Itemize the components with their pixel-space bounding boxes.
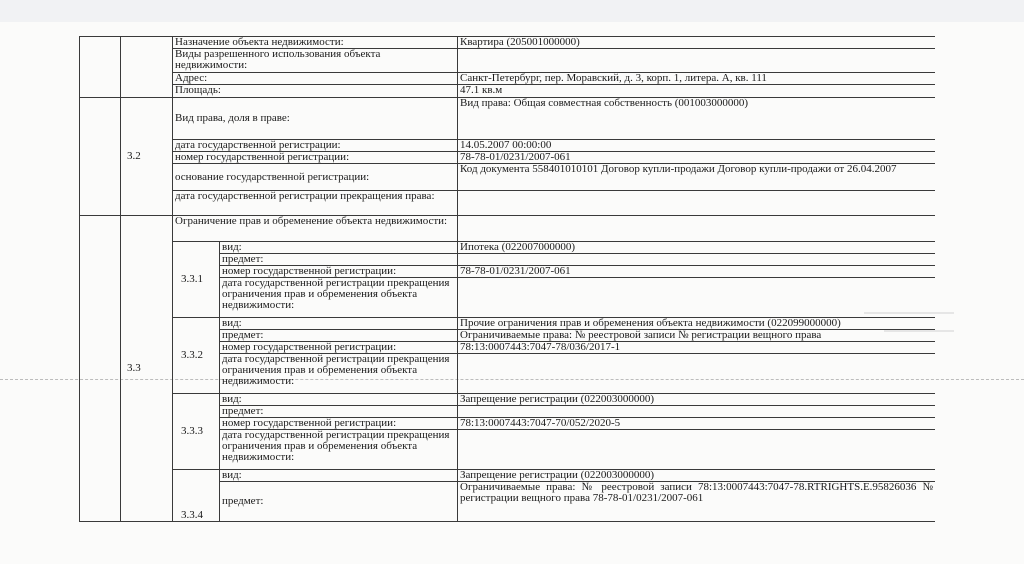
- table-row: [80, 140, 936, 152]
- field-label: номер государственной регистрации:: [173, 152, 458, 164]
- table-row: [80, 49, 936, 73]
- field-value: [458, 49, 936, 73]
- section-header: Ограничение прав и обременение объекта недвижимости:: [173, 216, 458, 242]
- extract-document: [79, 36, 935, 564]
- field-label: вид:: [220, 318, 458, 330]
- field-value: [458, 406, 936, 418]
- field-label: вид:: [220, 394, 458, 406]
- table-row: [80, 98, 936, 140]
- property-record-table: [79, 36, 935, 522]
- table-row: [80, 73, 936, 85]
- section-number: 3.3: [121, 216, 173, 522]
- table-row: [80, 394, 936, 406]
- table-row: [80, 37, 936, 49]
- field-value: Квартира (205001000000): [458, 37, 936, 49]
- field-value: Запрещение регистрации (022003000000): [458, 470, 936, 482]
- field-label: дата государственной регистрации прекращения ограничения прав и обременения объекта недвижимости:: [220, 430, 458, 470]
- field-label: предмет:: [220, 330, 458, 342]
- field-value: [458, 216, 936, 242]
- number-cell: [121, 37, 173, 98]
- field-value: [458, 278, 936, 318]
- field-value: 78:13:0007443:7047-78/036/2017-1: [458, 342, 936, 354]
- field-value: Вид права: Общая совместная собственность (001003000000): [458, 98, 936, 140]
- field-label: дата государственной регистрации прекращения ограничения прав и обременения объекта недвижимости:: [220, 354, 458, 394]
- table-row: [80, 470, 936, 482]
- field-label: Адрес:: [173, 73, 458, 85]
- field-value: [458, 191, 936, 216]
- field-value: Запрещение регистрации (022003000000): [458, 394, 936, 406]
- field-label: Вид права, доля в праве:: [173, 98, 458, 140]
- field-label: Назначение объекта недвижимости:: [173, 37, 458, 49]
- table-row: [80, 191, 936, 216]
- field-label: предмет:: [220, 406, 458, 418]
- field-label: Площадь:: [173, 85, 458, 98]
- field-value: [458, 354, 936, 394]
- page-top-margin: [0, 0, 1024, 22]
- table-row: [80, 85, 936, 98]
- field-value: Код документа 558401010101 Договор купли-продажи Договор купли-продажи от 26.04.2007: [458, 164, 936, 191]
- table-row: [80, 242, 936, 254]
- field-value: 14.05.2007 00:00:00: [458, 140, 936, 152]
- field-label: номер государственной регистрации:: [220, 342, 458, 354]
- field-label: номер государственной регистрации:: [220, 418, 458, 430]
- table-row: [80, 152, 936, 164]
- field-label: вид:: [220, 242, 458, 254]
- margin-cell: [80, 98, 121, 216]
- subsection-number: 3.3.4: [173, 470, 220, 522]
- subsection-number: 3.3.2: [173, 318, 220, 394]
- field-value: 78-78-01/0231/2007-061: [458, 152, 936, 164]
- field-value: [458, 430, 936, 470]
- subsection-number: 3.3.3: [173, 394, 220, 470]
- field-label: дата государственной регистрации прекращения ограничения прав и обременения объекта недвижимости:: [220, 278, 458, 318]
- field-value: [458, 254, 936, 266]
- subsection-number: 3.3.1: [173, 242, 220, 318]
- field-label: дата государственной регистрации:: [173, 140, 458, 152]
- margin-cell: [80, 216, 121, 522]
- section-number: 3.2: [121, 98, 173, 216]
- margin-cell: [80, 37, 121, 98]
- field-label: предмет:: [220, 254, 458, 266]
- field-label: основание государственной регистрации:: [173, 164, 458, 191]
- field-label: номер государственной регистрации:: [220, 266, 458, 278]
- table-row: [80, 216, 936, 242]
- field-label: дата государственной регистрации прекращения права:: [173, 191, 458, 216]
- field-label: Виды разрешенного использования объекта недвижимости:: [173, 49, 458, 73]
- field-value: Ограничиваемые права: № реестровой записи 78:13:0007443:7047-78.RTRIGHTS.E.95826036 № регистрации вещного права 78-78-01/0231/2007-061: [458, 482, 936, 522]
- field-value: 78-78-01/0231/2007-061: [458, 266, 936, 278]
- field-value: Прочие ограничения прав и обременения объекта недвижимости (022099000000): [458, 318, 936, 330]
- field-label: предмет:: [220, 482, 458, 522]
- table-row: [80, 164, 936, 191]
- field-value: 47.1 кв.м: [458, 85, 936, 98]
- field-value: Санкт-Петербург, пер. Моравский, д. 3, корп. 1, литера. А, кв. 111: [458, 73, 936, 85]
- field-value: Ипотека (022007000000): [458, 242, 936, 254]
- field-label: вид:: [220, 470, 458, 482]
- field-value: Ограничиваемые права: № реестровой записи № регистрации вещного права: [458, 330, 936, 342]
- table-row: [80, 318, 936, 330]
- field-value: 78:13:0007443:7047-70/052/2020-5: [458, 418, 936, 430]
